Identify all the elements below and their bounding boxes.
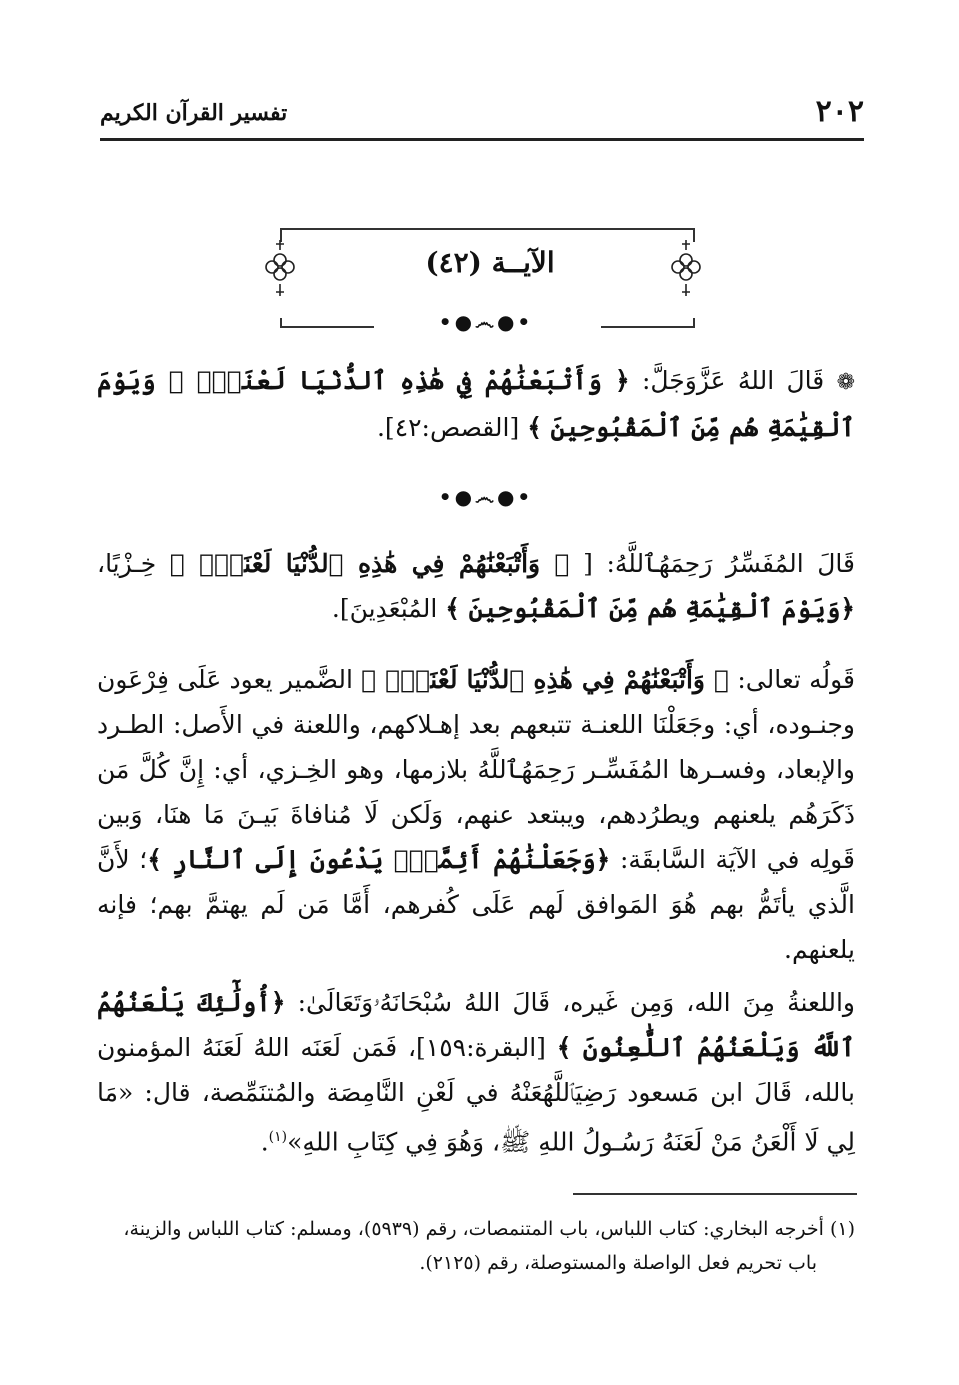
footnote-line xyxy=(97,1212,855,1246)
book-title: تفسير القرآن الكريم xyxy=(100,100,288,126)
curse-text: واللعنةُ مِنَ الله، وَمِن غَيره، قَالَ اللهُ سُبْحَانَهُۥوَتَعَالَىٰ: xyxy=(297,988,855,1017)
frame-top-line xyxy=(280,228,695,230)
quran-verse: ﴿ وَأَتْبَعْنَٰهُمْ فِي هَٰذِهِ ٱلدُّنْيَا لَعْنَةًۭ ۖ وَيَوْمَ ٱلْقِيَٰمَةِ هُم مِّنَ ٱلْمَقْبُوحِينَ ﴾ xyxy=(97,366,855,442)
verse-intro: قَالَ اللهُ عَزَّوَجَلَّ: xyxy=(641,366,825,395)
footnote xyxy=(97,1212,855,1280)
explanation-text: الضَّمير يعود عَلَى فِرْعَون وجنـوده، أي: وجَعَلْنَا اللعنـة تتبعهم بعد إهـلاكهم، واللعنة في الأَصل: الطـرد والإبعاد، وفسـرها المُفَسِّـر رَحِمَهُٱللَّهُ بلازمها، وهو الخِـزي، أي: إِنَّ كُلَّ مَن ذَكَرَهُم يلعنهم ويطرُدهم، ويبتعد عنهم، وَلَكن لَا مُنافاةَ بَيـنَ مَا هنَا، وَبين قَولِه في الآيَة السَّابقَة: xyxy=(97,665,855,874)
explanation-text: ؛ لأَنَّ الَّذي يأتَمُّ بهم هُوَ المَوافق لَهم عَلَى كُفرهم، أَمَّا مَن لَم يهتمَّ بهم؛ فإنه يلعنهم. xyxy=(97,845,855,964)
ornament-divider: •●෴●• xyxy=(438,485,534,509)
frame-bottom-left xyxy=(280,318,374,328)
footnote-text: أخرجه البخاري: كتاب اللباس، باب المتنمصات، رقم (٥٩٣٩)، ومسلم: كتاب اللباس والزينة، xyxy=(123,1218,824,1240)
knot-ornament-icon xyxy=(262,236,298,300)
explanation-paragraph xyxy=(97,657,855,972)
quran-verse: ﴿وَجَعَلْنَٰهُمْ أَئِمَّةًۭ يَدْعُونَ إِلَى ٱلنَّارِ ﴾ xyxy=(147,845,611,874)
quran-verse: ﴿أُولَٰٓئِكَ يَلْعَنُهُمُ ٱللَّهُ وَيَلْعَنُهُمُ ٱللَّٰعِنُونَ ﴾ xyxy=(97,988,855,1062)
footnote-number: (١) xyxy=(829,1218,855,1240)
gloss-text: خِـزْيًا، xyxy=(97,549,157,578)
footnote-marker[interactable]: (١) xyxy=(268,1129,288,1145)
page-header xyxy=(100,92,864,141)
explanation-text: قَولُه تعالى: xyxy=(737,665,856,694)
footnote-divider xyxy=(573,1193,857,1195)
flower-icon: ❁ xyxy=(836,370,856,395)
gloss-text: المُبْعَدِينَ]. xyxy=(331,594,438,623)
curse-paragraph xyxy=(97,980,855,1164)
ornament-divider: •●෴●• xyxy=(438,310,534,334)
verse-paragraph xyxy=(97,358,855,450)
footnote-text: باب تحريم فعل الواصلة والمستوصلة، رقم (٢١٢٥). xyxy=(419,1252,817,1274)
page-number: ٢٠٢ xyxy=(815,94,864,129)
quran-verse: ﴿ وَأَتْبَعْنَٰهُمْ فِي هَٰذِهِ ٱلدُّنْيَا لَعْنَةًۭ ﴾ xyxy=(169,549,570,578)
verse-reference: [القصص:٤٢]. xyxy=(376,413,520,442)
quran-verse: ﴿وَيَوْمَ ٱلْقِيَٰمَةِ هُم مِّنَ ٱلْمَقْبُوحِينَ ﴾ xyxy=(445,594,855,623)
curse-text: فَمَن لَعَنَه اللهُ لَعَنَهُ المؤمنون بالله، قَالَ ابن مَسعود رَضِيَٱللَّهُعَنْهُ في لَعْنِ النَّامِصَة والمُتنَمِّصة، قال: «مَا لِي لَا أَلْعَنُ مَنْ لَعَنَهُ رَسُـولُ اللهِ ﷺ، وَهُوَ فِي كِتَابِ اللهِ» xyxy=(97,1033,855,1157)
ayah-title: الآيــة (٤٢) xyxy=(425,246,555,279)
footnote-line xyxy=(97,1246,855,1280)
quran-verse: ﴿ وَأَتْبَعْنَٰهُمْ فِي هَٰذِهِ ٱلدُّنْيَا لَعْنَةًۭ ﴾ xyxy=(361,665,730,694)
commentary-intro: قَالَ المُفَسِّرُ رَحِمَهُٱللَّهُ: [ xyxy=(583,549,855,578)
frame-bottom-right xyxy=(601,318,695,328)
commentary-paragraph xyxy=(97,541,855,631)
knot-ornament-icon xyxy=(668,236,704,300)
verse-reference: [البقرة:١٥٩]، xyxy=(407,1033,546,1062)
sentence-end: . xyxy=(260,1127,269,1157)
